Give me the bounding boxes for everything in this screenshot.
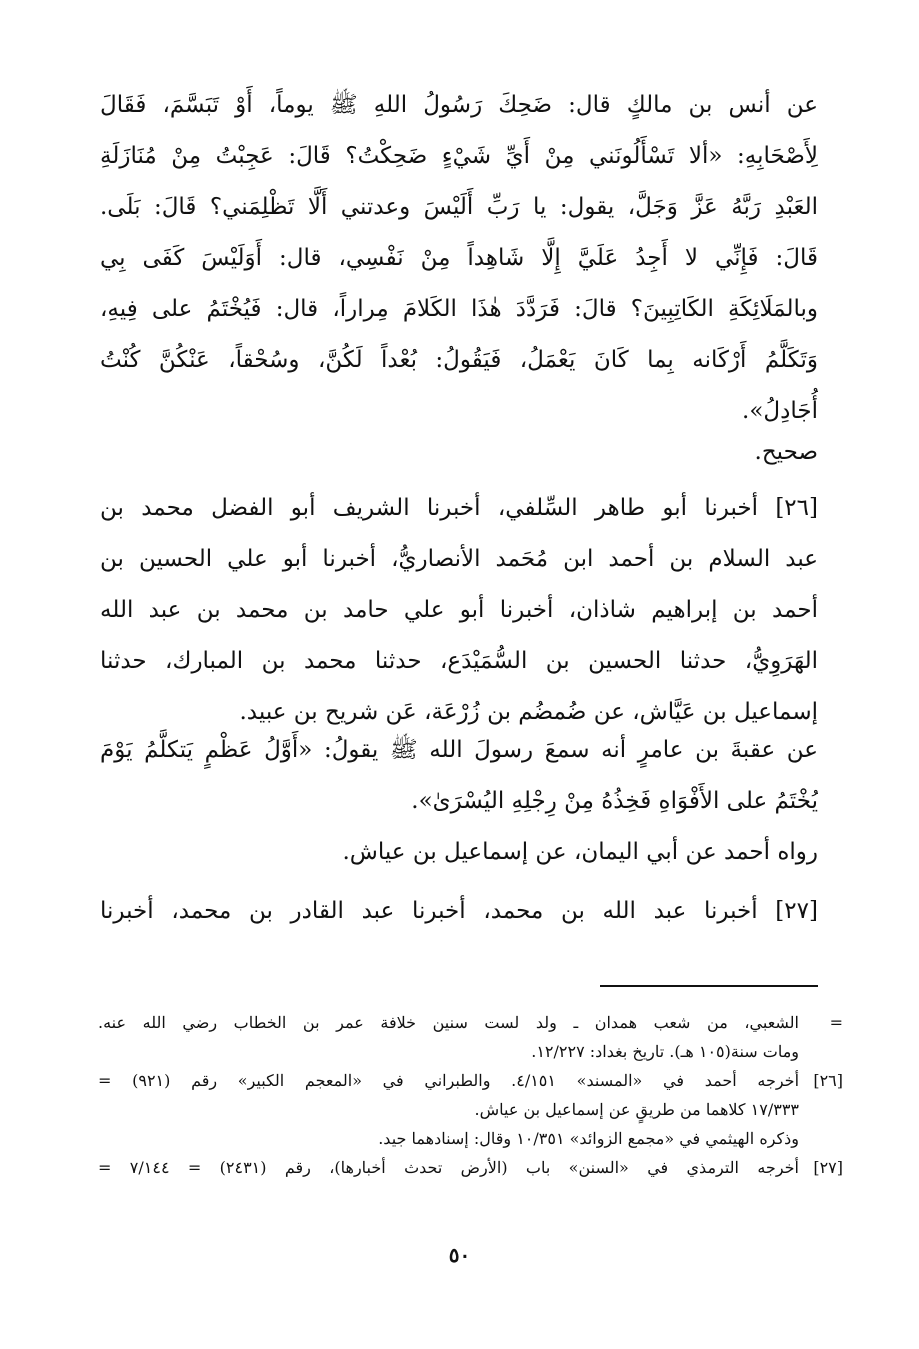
text-line: إسماعيل بن عَيَّاش، عن ضُمضُم بن زُرْعَة، عَن شريح بن عبيد. [239,699,818,725]
text-line: عبد السلام بن أحمد ابن مُحَمد الأنصاريُّ، أخبرنا أبو علي الحسين بن [100,546,818,572]
text-line: لِأَصْحَابِهِ: «ألا تَسْأَلُونَني مِنْ أَيِّ شَيْءٍ ضَحِكْتُ؟ قَالَ: عَجِبْتُ مِنْ مُنَازَلَةِ [100,143,818,169]
footnote-line [98,1066,843,1095]
text-line: عن عقبةَ بن عامرٍ أنه سمعَ رسولَ الله ﷺ يقولُ: «أَوَّلُ عَظْمٍ يَتكلَّمُ يَوْمَ [100,737,818,763]
text-line: أحمد بن إبراهيم شاذان، أخبرنا أبو علي حامد بن محمد بن عبد الله [100,597,818,623]
footnote-mark: = [829,1013,843,1032]
text-line: يُخْتَمُ على الأَفْوَاهِ فَخِذُهُ مِنْ رِجْلِهِ اليُسْرَىٰ». [411,788,818,814]
page-number: ٥٠ [448,1243,471,1267]
text-line: وَتَكَلَّمُ أَرْكَانه بِما كَانَ يَعْمَلُ، فَيَقُولُ: بُعْداً لَكُنَّ، وسُحْقاً، عَنْكُنَّ كُنْتُ [100,347,818,373]
footnote-text: ومات سنة(١٠٥ هـ). تاريخ بغداد: ١٢/٢٢٧. [531,1042,799,1061]
footnotes [98,1008,843,1182]
footnote-separator [600,985,818,987]
isnad-paragraph-26 [100,483,818,738]
text-line: قَالَ: فَإِنِّي لا أَجِدُ عَلَيَّ إِلَّا شَاهِداً مِنْ نَفْسِي، قال: أَوَلَيْسَ كَفَى بِي [100,245,818,271]
text-line: الهَرَوِيُّ، حدثنا الحسين بن السُّمَيْدَع، حدثنا محمد بن المبارك، حدثنا [100,648,818,674]
footnote-text: أخرجه أحمد في «المسند» ٤/١٥١. والطبراني في «المعجم الكبير» رقم (٩٢١) = [98,1071,799,1090]
text-line: رواه أحمد عن أبي اليمان، عن إسماعيل بن عياش. [342,839,818,865]
narration-note [100,827,818,878]
footnote-text: الشعبي، من شعب همدان ـ ولد لست سنين خلافة عمر بن الخطاب رضي الله عنه. [98,1013,799,1032]
footnote-mark [799,1124,843,1153]
footnote-text: وذكره الهيثمي في «مجمع الزوائد» ١٠/٣٥١ وقال: إسنادهما جيد. [378,1129,799,1148]
footnote-line [98,1153,843,1182]
footnote-line [98,1037,843,1066]
footnote-line [98,1095,843,1124]
text-line: [٢٦] أخبرنا أبو طاهر السِّلفي، أخبرنا الشريف أبو الفضل محمد بن [100,495,818,521]
footnote-text: ١٧/٣٣٣ كلاهما من طريقٍ عن إسماعيل بن عياش. [474,1100,799,1119]
footnote-line [98,1008,843,1037]
text-line: العَبْدِ رَبَّهُ عَزَّ وَجَلَّ، يقول: يا رَبِّ أَلَيْسَ وعدتني أَلَّا تَظْلِمَني؟ قَالَ: بَلَى. [100,194,818,220]
footnote-text: أخرجه الترمذي في «السنن» باب (الأرض تحدث أخبارها)، رقم (٢٤٣١) = ٧/١٤٤ = [98,1158,799,1177]
hadith-paragraph-1 [100,80,818,437]
text-line: [٢٧] أخبرنا عبد الله بن محمد، أخبرنا عبد القادر بن محمد، أخبرنا [100,898,818,924]
isnad-paragraph-27 [100,886,818,937]
footnote-mark: [٢٧] [813,1158,843,1177]
text-line: وبالمَلَائِكَةِ الكَاتِبِينَ؟ قالَ: فَرَدَّدَ هٰذَا الكَلامَ مِراراً، قال: فَيُخْتَمُ على فِيهِ، [100,296,818,322]
grade-text: صحيح. [754,439,818,465]
grade-line [100,427,818,478]
footnote-line [98,1124,843,1153]
hadith-paragraph-26 [100,725,818,827]
text-line: أُجَادِلُ». [742,398,818,424]
text-line: عن أنس بن مالكٍ قال: ضَحِكَ رَسُولُ اللهِ ﷺ يوماً، أَوْ تَبَسَّمَ، فَقَالَ [100,92,818,118]
footnote-mark: [٢٦] [813,1071,843,1090]
